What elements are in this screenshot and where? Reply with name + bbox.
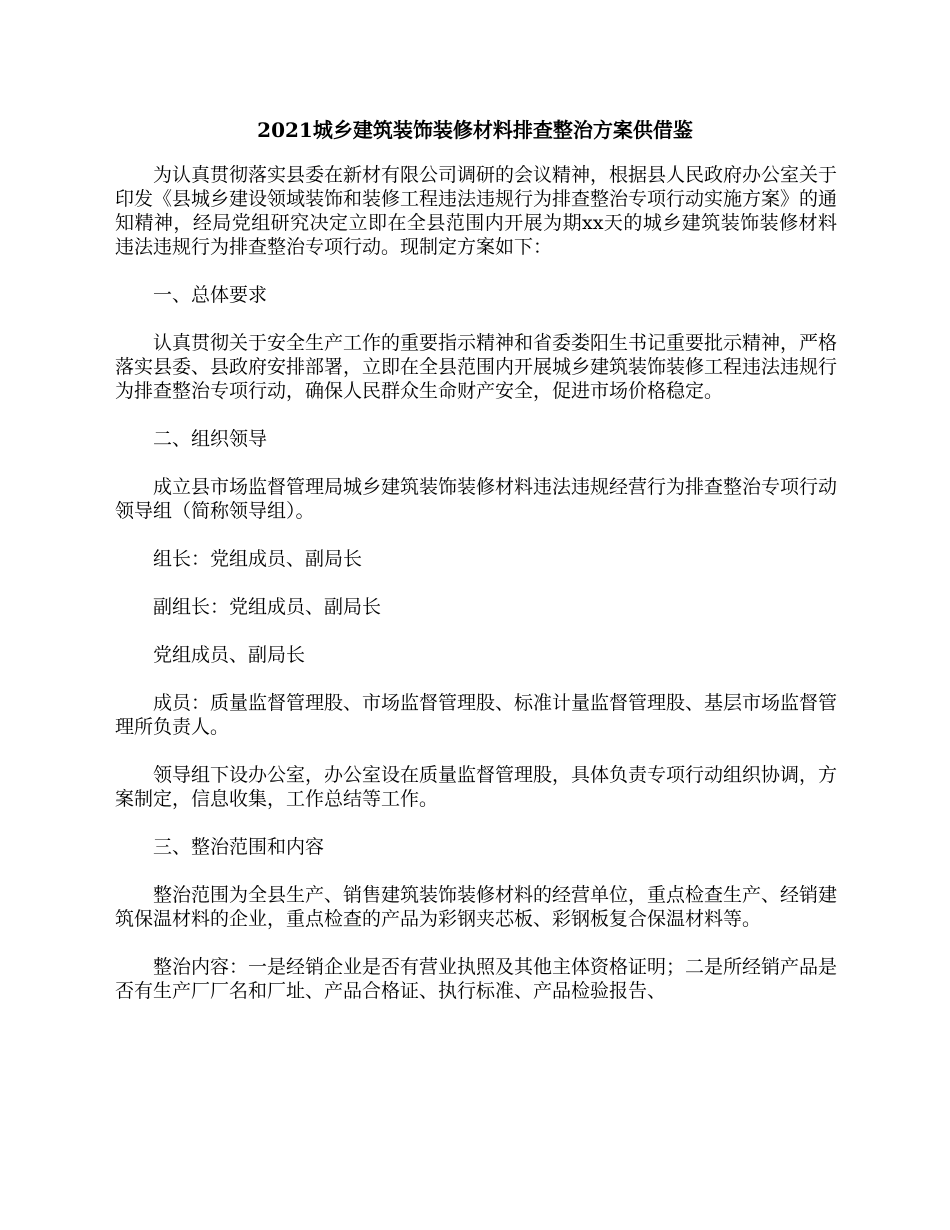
document-body <box>115 163 837 1003</box>
section-heading-organization: 二、组织领导 <box>153 428 268 450</box>
paragraph-group-leader: 组长：党组成员、副局长 <box>153 548 363 570</box>
paragraph-party-member: 党组成员、副局长 <box>153 644 306 666</box>
paragraph-intro: 为认真贯彻落实县委在新材有限公司调研的会议精神，根据县人民政府办公室关于印发《县城乡建设领域装饰和装修工程违法违规行为排查整治专项行动实施方案》的通知精神，经局党组研究决定立即在全县范围内开展为期xx天的城乡建筑装饰装修材料违法违规行为排查整治专项行动。现制定方案如下： <box>115 164 838 258</box>
paragraph-general-requirements: 认真贯彻关于安全生产工作的重要指示精神和省委娄阳生书记重要批示精神，严格落实县委、县政府安排部署，立即在全县范围内开展城乡建筑装饰装修工程违法违规行为排查整治专项行动，确保人民群众生命财产安全，促进市场价格稳定。 <box>115 332 838 402</box>
section-heading-general-requirements: 一、总体要求 <box>153 284 268 306</box>
paragraph-content: 整治内容：一是经销企业是否有营业执照及其他主体资格证明；二是所经销产品是否有生产厂厂名和厂址、产品合格证、执行标准、产品检验报告、 <box>115 956 838 1002</box>
paragraph-members: 成员：质量监督管理股、市场监督管理股、标准计量监督管理股、基层市场监督管理所负责人。 <box>115 692 838 738</box>
paragraph-office: 领导组下设办公室，办公室设在质量监督管理股，具体负责专项行动组织协调，方案制定，信息收集，工作总结等工作。 <box>115 764 838 810</box>
document-title: 2021城乡建筑装饰装修材料排查整治方案供借鉴 <box>257 118 693 142</box>
section-heading-scope: 三、整治范围和内容 <box>153 836 325 858</box>
paragraph-deputy-leader: 副组长：党组成员、副局长 <box>153 596 382 618</box>
paragraph-scope: 整治范围为全县生产、销售建筑装饰装修材料的经营单位，重点检查生产、经销建筑保温材料的企业，重点检查的产品为彩钢夹芯板、彩钢板复合保温材料等。 <box>115 884 838 930</box>
paragraph-leading-group: 成立县市场监督管理局城乡建筑装饰装修材料违法违规经营行为排查整治专项行动领导组（简称领导组）。 <box>115 476 838 522</box>
